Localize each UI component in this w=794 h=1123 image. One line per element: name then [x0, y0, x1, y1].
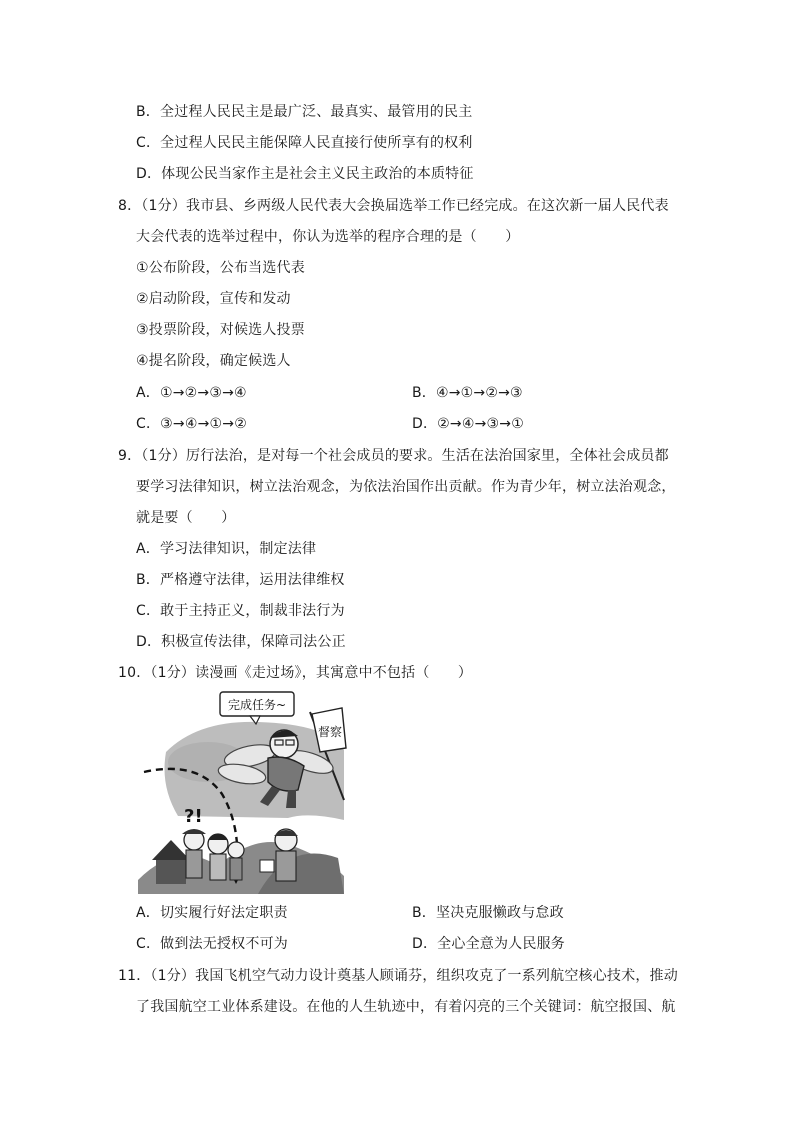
- q9-option-a: A．学习法律知识，制定法律: [136, 541, 317, 557]
- q8-option-b: B．④→①→②→③: [412, 385, 523, 401]
- flag-text: 督察: [317, 725, 343, 739]
- q10-stem: 10．（1分）读漫画《走过场》，其寓意中不包括（ ）: [118, 665, 473, 681]
- q7-option-c: C．全过程人民民主能保障人民直接行使所享有的权利: [136, 135, 473, 151]
- q8-option-a: A．①→②→③→④: [136, 385, 247, 401]
- q9-stem-line2: 要学习法律知识，树立法治观念，为依法治国作出贡献。作为青少年，树立法治观念，: [136, 479, 676, 495]
- q8-option-d: D．②→④→③→①: [412, 416, 524, 432]
- q9-option-c: C．敢于主持正义，制裁非法行为: [136, 603, 345, 619]
- q11-stem-line1: 11．（1分）我国飞机空气动力设计奠基人顾诵芬，组织攻克了一系列航空核心技术，推动: [118, 968, 678, 984]
- q11-stem-line2: 了我国航空工业体系建设。在他的人生轨迹中，有着闪亮的三个关键词：航空报国、航: [136, 999, 676, 1015]
- q9-stem-line1: 9．（1分）厉行法治，是对每一个社会成员的要求。生活在法治国家里，全体社会成员都: [118, 448, 669, 464]
- cartoon-image: [138, 690, 348, 894]
- q10-option-d: D．全心全意为人民服务: [412, 936, 565, 952]
- q8-stem-line2: 大会代表的选举过程中，你认为选举的程序合理的是（ ）: [136, 229, 520, 245]
- q7-option-d: D．体现公民当家作主是社会主义民主政治的本质特征: [136, 166, 474, 182]
- q10-option-b: B．坚决克服懒政与怠政: [412, 905, 564, 921]
- q8-item-1: ①公布阶段，公布当选代表: [136, 260, 305, 276]
- q8-option-c: C．③→④→①→②: [136, 416, 247, 432]
- q9-stem-line3: 就是要（ ）: [136, 510, 236, 526]
- q8-item-2: ②启动阶段，宣传和发动: [136, 291, 291, 307]
- q10-option-c: C．做到法无授权不可为: [136, 936, 288, 952]
- q8-item-3: ③投票阶段，对候选人投票: [136, 322, 305, 338]
- q8-stem-line1: 8．（1分）我市县、乡两级人民代表大会换届选举工作已经完成。在这次新一届人民代表: [118, 198, 669, 214]
- q9-option-b: B．严格遵守法律，运用法律维权: [136, 572, 345, 588]
- q9-option-d: D．积极宣传法律，保障司法公正: [136, 634, 346, 650]
- speech-bubble-text: 完成任务~: [227, 698, 287, 712]
- q8-item-4: ④提名阶段，确定候选人: [136, 353, 291, 369]
- q7-option-b: B．全过程人民民主是最广泛、最真实、最管用的民主: [136, 104, 473, 120]
- exclaim-text: ?!: [184, 806, 203, 827]
- q10-option-a: A．切实履行好法定职责: [136, 905, 288, 921]
